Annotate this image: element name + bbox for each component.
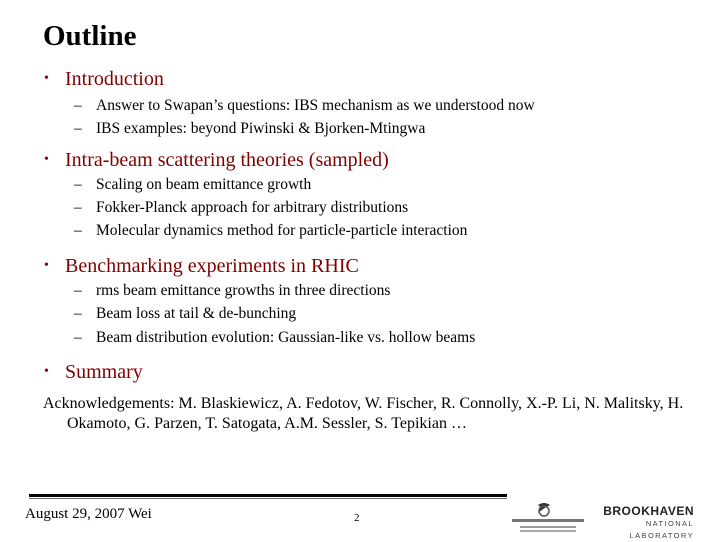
sub-item-label: Scaling on beam emittance growth: [96, 176, 312, 193]
footer-divider-thin: [29, 498, 507, 499]
sub-item-label: Beam distribution evolution: Gaussian-like vs. hollow beams: [96, 329, 476, 346]
dash-icon: –: [74, 305, 82, 322]
bullet-summary: [44, 360, 143, 384]
footer-divider: [29, 494, 507, 497]
sub-item: [74, 96, 535, 116]
sub-item: [74, 198, 408, 218]
bullet-label: Benchmarking experiments in RHIC: [65, 255, 359, 277]
footer-date: August 29, 2007 Wei: [25, 506, 152, 522]
dash-icon: –: [74, 97, 82, 114]
sub-item: [74, 328, 475, 348]
bullet-dot-icon: •: [44, 71, 49, 86]
sub-item: [74, 119, 425, 139]
dash-icon: –: [74, 120, 82, 137]
dash-icon: –: [74, 329, 82, 346]
sub-item-label: Beam loss at tail & de-bunching: [96, 305, 297, 322]
sub-item: [74, 221, 467, 241]
bullet-dot-icon: •: [44, 258, 49, 273]
bullet-dot-icon: •: [44, 364, 49, 379]
sub-item: [74, 281, 390, 301]
sub-item-label: Answer to Swapan’s questions: IBS mechanism as we understood now: [96, 97, 535, 114]
logo-wordmark: BROOKHAVEN: [603, 504, 694, 518]
brookhaven-logo: [588, 504, 694, 540]
sub-item-label: Fokker-Planck approach for arbitrary distributions: [96, 199, 409, 216]
dash-icon: –: [74, 199, 82, 216]
bullet-label: Intra-beam scattering theories (sampled): [65, 149, 389, 171]
sub-item-label: IBS examples: beyond Piwinski & Bjorken-Mtingwa: [96, 120, 426, 137]
sub-item: [74, 175, 311, 195]
dash-icon: –: [74, 282, 82, 299]
acknowledgements: Acknowledgements: M. Blaskiewicz, A. Fedotov, W. Fischer, R. Connolly, X.-P. Li, N. Malitsky, H. Okamoto, G. Parzen, T. Satogata, A.M. Sessler, S. Tepikian …: [43, 395, 684, 432]
institute-logo-icon: [508, 499, 588, 537]
bullet-dot-icon: •: [44, 152, 49, 167]
sub-item-label: rms beam emittance growths in three directions: [96, 282, 391, 299]
dash-icon: –: [74, 222, 82, 239]
bullet-benchmarking: [44, 254, 359, 278]
sub-item-label: Molecular dynamics method for particle-particle interaction: [96, 222, 468, 239]
page-number: 2: [354, 512, 360, 524]
bullet-label: Introduction: [65, 68, 164, 90]
logo-subtitle: NATIONAL LABORATORY: [629, 519, 694, 540]
bullet-ibs-theories: [44, 148, 389, 172]
dash-icon: –: [74, 176, 82, 193]
bullet-introduction: [44, 67, 164, 91]
bullet-label: Summary: [65, 361, 143, 383]
slide-title: Outline: [43, 20, 137, 52]
sub-item: [74, 304, 296, 324]
